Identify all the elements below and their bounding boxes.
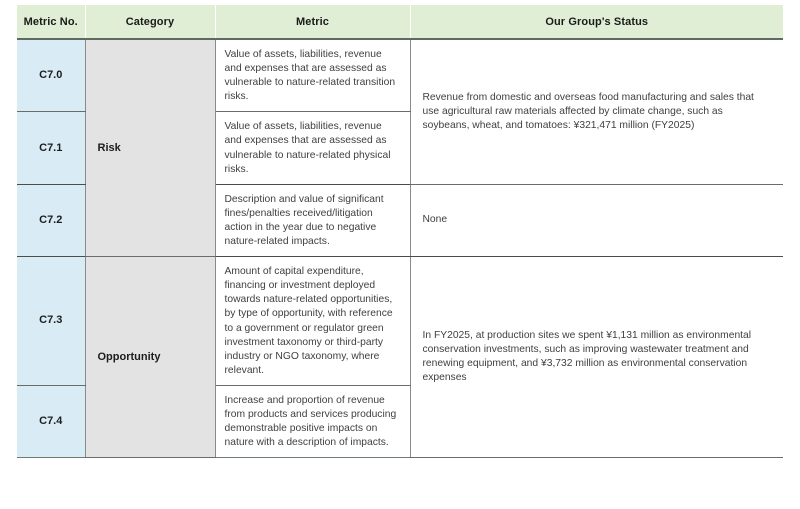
cell-metric: Value of assets, liabilities, revenue and expenses that are assessed as vulnerable to nature-related physical risks. (215, 112, 410, 184)
column-header-metric-no: Metric No. (17, 5, 85, 39)
table-row (17, 39, 783, 112)
column-header-category: Category (85, 5, 215, 39)
cell-metric: Increase and proportion of revenue from products and services producing demonstrable positive impacts on nature with a description of impacts. (215, 385, 410, 457)
column-header-metric: Metric (215, 5, 410, 39)
cell-metric: Amount of capital expenditure, financing or investment deployed towards nature-related opportunities, by type of opportunity, with reference to a government or regulator green investment taxonomy or third-party industry or NGO taxonomy, where relevant. (215, 257, 410, 386)
cell-metric-no: C7.0 (17, 39, 85, 112)
cell-metric-no: C7.3 (17, 257, 85, 386)
cell-status: Revenue from domestic and overseas food manufacturing and sales that use agricultural raw materials affected by climate change, such as soybeans, wheat, and tomatoes: ¥321,471 million (FY2025) (410, 39, 783, 184)
cell-metric-no: C7.1 (17, 112, 85, 184)
cell-category-opportunity: Opportunity (85, 257, 215, 458)
cell-metric: Description and value of significant fines/penalties received/litigation action in the year due to negative nature-related impacts. (215, 184, 410, 256)
table-row (17, 257, 783, 386)
cell-category-risk: Risk (85, 39, 215, 257)
table-header (17, 5, 783, 39)
column-header-status: Our Group's Status (410, 5, 783, 39)
nature-metrics-table (17, 5, 783, 458)
cell-metric-no: C7.2 (17, 184, 85, 256)
cell-metric-no: C7.4 (17, 385, 85, 457)
table-body (17, 39, 783, 458)
cell-metric: Value of assets, liabilities, revenue and expenses that are assessed as vulnerable to nature-related transition risks. (215, 39, 410, 112)
cell-status: In FY2025, at production sites we spent ¥1,131 million as environmental conservation investments, such as improving wastewater treatment and renewing equipment, and ¥3,732 million as environmental conservation expenses (410, 257, 783, 458)
cell-status: None (410, 184, 783, 256)
header-row (17, 5, 783, 39)
